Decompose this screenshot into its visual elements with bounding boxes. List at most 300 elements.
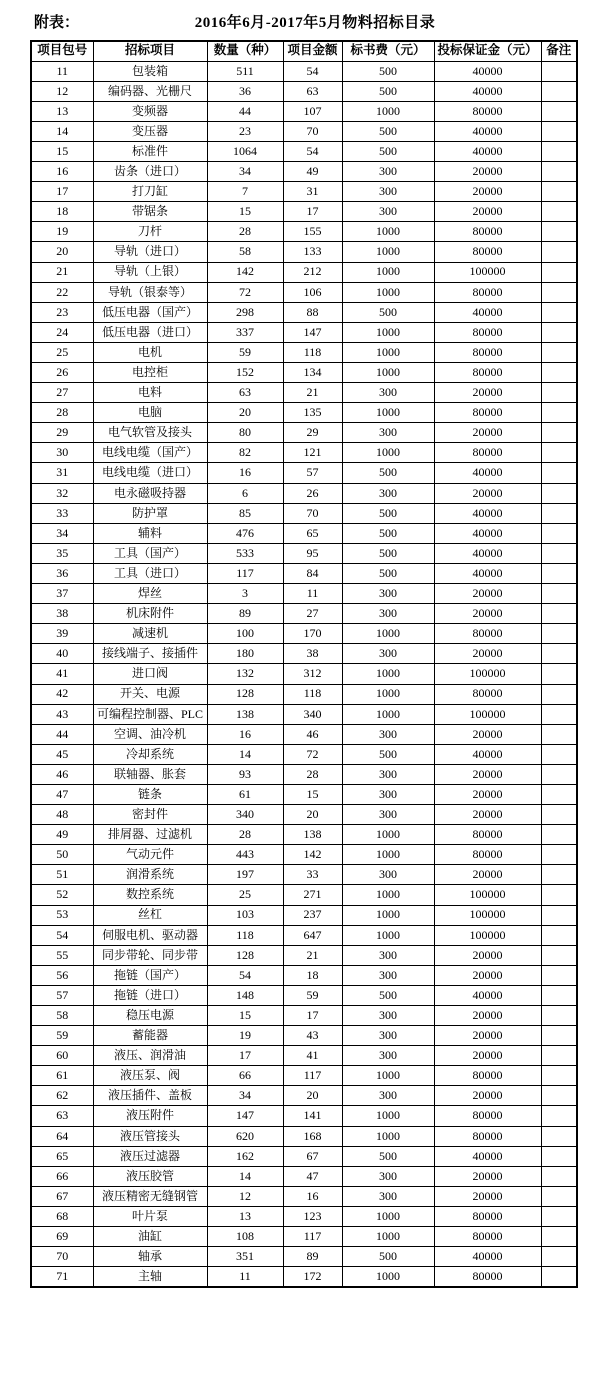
cell-package-no: 22 [31, 282, 93, 302]
cell-deposit: 100000 [434, 905, 541, 925]
cell-quantity: 17 [207, 1046, 283, 1066]
cell-project: 机床附件 [93, 604, 207, 624]
cell-package-no: 60 [31, 1046, 93, 1066]
table-row [31, 1006, 577, 1026]
cell-amount: 138 [283, 825, 342, 845]
cell-remark [541, 423, 577, 443]
cell-project: 工具（国产） [93, 543, 207, 563]
cell-remark [541, 1247, 577, 1267]
cell-project: 电脑 [93, 403, 207, 423]
cell-package-no: 29 [31, 423, 93, 443]
cell-quantity: 36 [207, 81, 283, 101]
cell-remark [541, 121, 577, 141]
table-row [31, 503, 577, 523]
cell-quantity: 147 [207, 1106, 283, 1126]
cell-package-no: 64 [31, 1126, 93, 1146]
cell-package-no: 44 [31, 724, 93, 744]
cell-deposit: 40000 [434, 61, 541, 81]
cell-quantity: 162 [207, 1146, 283, 1166]
cell-package-no: 59 [31, 1026, 93, 1046]
cell-deposit: 20000 [434, 865, 541, 885]
cell-project: 编码器、光栅尺 [93, 81, 207, 101]
cell-remark [541, 1046, 577, 1066]
cell-remark [541, 383, 577, 403]
cell-remark [541, 805, 577, 825]
cell-deposit: 80000 [434, 363, 541, 383]
cell-remark [541, 162, 577, 182]
cell-deposit: 20000 [434, 784, 541, 804]
cell-quantity: 180 [207, 644, 283, 664]
cell-amount: 59 [283, 985, 342, 1005]
cell-remark [541, 1146, 577, 1166]
cell-package-no: 11 [31, 61, 93, 81]
cell-quantity: 63 [207, 383, 283, 403]
cell-doc-fee: 1000 [342, 1126, 434, 1146]
table-row [31, 865, 577, 885]
cell-deposit: 80000 [434, 1106, 541, 1126]
cell-package-no: 13 [31, 101, 93, 121]
table-row [31, 101, 577, 121]
cell-amount: 26 [283, 483, 342, 503]
cell-deposit: 40000 [434, 744, 541, 764]
cell-doc-fee: 500 [342, 744, 434, 764]
cell-project: 丝杠 [93, 905, 207, 925]
table-row [31, 1086, 577, 1106]
cell-doc-fee: 1000 [342, 624, 434, 644]
cell-deposit: 40000 [434, 302, 541, 322]
cell-amount: 117 [283, 1066, 342, 1086]
cell-remark [541, 523, 577, 543]
cell-doc-fee: 500 [342, 563, 434, 583]
cell-amount: 29 [283, 423, 342, 443]
cell-quantity: 34 [207, 162, 283, 182]
cell-package-no: 70 [31, 1247, 93, 1267]
table-row [31, 242, 577, 262]
cell-package-no: 46 [31, 764, 93, 784]
cell-package-no: 41 [31, 664, 93, 684]
cell-package-no: 69 [31, 1227, 93, 1247]
cell-remark [541, 182, 577, 202]
cell-remark [541, 342, 577, 362]
table-row [31, 1166, 577, 1186]
cell-deposit: 80000 [434, 1066, 541, 1086]
cell-doc-fee: 1000 [342, 684, 434, 704]
cell-amount: 11 [283, 584, 342, 604]
cell-amount: 312 [283, 664, 342, 684]
cell-amount: 117 [283, 1227, 342, 1247]
cell-doc-fee: 300 [342, 182, 434, 202]
cell-doc-fee: 300 [342, 162, 434, 182]
cell-deposit: 100000 [434, 885, 541, 905]
table-row [31, 463, 577, 483]
cell-deposit: 80000 [434, 342, 541, 362]
cell-package-no: 42 [31, 684, 93, 704]
cell-amount: 67 [283, 1146, 342, 1166]
cell-project: 进口阀 [93, 664, 207, 684]
cell-quantity: 533 [207, 543, 283, 563]
cell-amount: 142 [283, 845, 342, 865]
cell-deposit: 40000 [434, 121, 541, 141]
table-row [31, 543, 577, 563]
cell-quantity: 16 [207, 724, 283, 744]
cell-amount: 70 [283, 121, 342, 141]
cell-doc-fee: 300 [342, 584, 434, 604]
cell-amount: 16 [283, 1186, 342, 1206]
cell-amount: 63 [283, 81, 342, 101]
cell-project: 密封件 [93, 805, 207, 825]
cell-amount: 17 [283, 1006, 342, 1026]
cell-deposit: 40000 [434, 985, 541, 1005]
cell-project: 液压、润滑油 [93, 1046, 207, 1066]
cell-project: 叶片泵 [93, 1206, 207, 1226]
cell-amount: 647 [283, 925, 342, 945]
cell-doc-fee: 300 [342, 1006, 434, 1026]
table-row [31, 945, 577, 965]
cell-doc-fee: 1000 [342, 704, 434, 724]
cell-package-no: 47 [31, 784, 93, 804]
cell-package-no: 63 [31, 1106, 93, 1126]
cell-project: 液压泵、阀 [93, 1066, 207, 1086]
cell-remark [541, 925, 577, 945]
cell-project: 联轴器、胀套 [93, 764, 207, 784]
cell-project: 电永磁吸持器 [93, 483, 207, 503]
cell-doc-fee: 300 [342, 1166, 434, 1186]
cell-project: 电线电缆（进口） [93, 463, 207, 483]
cell-deposit: 20000 [434, 1186, 541, 1206]
table-row [31, 985, 577, 1005]
cell-doc-fee: 300 [342, 604, 434, 624]
cell-project: 电气软管及接头 [93, 423, 207, 443]
cell-package-no: 45 [31, 744, 93, 764]
cell-doc-fee: 1000 [342, 925, 434, 945]
cell-package-no: 68 [31, 1206, 93, 1226]
cell-package-no: 34 [31, 523, 93, 543]
cell-project: 减速机 [93, 624, 207, 644]
cell-quantity: 54 [207, 965, 283, 985]
table-row [31, 523, 577, 543]
cell-remark [541, 322, 577, 342]
cell-quantity: 118 [207, 925, 283, 945]
table-row [31, 61, 577, 81]
cell-quantity: 620 [207, 1126, 283, 1146]
cell-deposit: 80000 [434, 101, 541, 121]
cell-project: 液压插件、盖板 [93, 1086, 207, 1106]
cell-package-no: 40 [31, 644, 93, 664]
cell-quantity: 80 [207, 423, 283, 443]
table-row [31, 965, 577, 985]
cell-deposit: 40000 [434, 543, 541, 563]
cell-amount: 123 [283, 1206, 342, 1226]
cell-deposit: 20000 [434, 423, 541, 443]
cell-package-no: 62 [31, 1086, 93, 1106]
cell-remark [541, 61, 577, 81]
cell-doc-fee: 500 [342, 61, 434, 81]
cell-remark [541, 1227, 577, 1247]
cell-amount: 106 [283, 282, 342, 302]
cell-quantity: 443 [207, 845, 283, 865]
table-row [31, 1026, 577, 1046]
cell-deposit: 100000 [434, 704, 541, 724]
cell-amount: 20 [283, 805, 342, 825]
cell-remark [541, 644, 577, 664]
cell-doc-fee: 1000 [342, 1267, 434, 1287]
cell-remark [541, 1006, 577, 1026]
cell-doc-fee: 300 [342, 1026, 434, 1046]
cell-remark [541, 604, 577, 624]
cell-deposit: 80000 [434, 1227, 541, 1247]
cell-deposit: 100000 [434, 664, 541, 684]
cell-doc-fee: 1000 [342, 403, 434, 423]
cell-doc-fee: 1000 [342, 443, 434, 463]
cell-package-no: 51 [31, 865, 93, 885]
cell-deposit: 20000 [434, 584, 541, 604]
cell-package-no: 30 [31, 443, 93, 463]
cell-remark [541, 1186, 577, 1206]
header-remark: 备注 [541, 41, 577, 61]
cell-deposit: 20000 [434, 1046, 541, 1066]
cell-deposit: 80000 [434, 684, 541, 704]
table-row [31, 764, 577, 784]
cell-package-no: 66 [31, 1166, 93, 1186]
cell-quantity: 20 [207, 403, 283, 423]
cell-deposit: 20000 [434, 1166, 541, 1186]
table-row [31, 443, 577, 463]
cell-package-no: 54 [31, 925, 93, 945]
table-row [31, 825, 577, 845]
cell-deposit: 20000 [434, 1026, 541, 1046]
cell-quantity: 197 [207, 865, 283, 885]
cell-package-no: 20 [31, 242, 93, 262]
cell-quantity: 7 [207, 182, 283, 202]
table-row [31, 563, 577, 583]
cell-deposit: 20000 [434, 644, 541, 664]
cell-doc-fee: 1000 [342, 825, 434, 845]
cell-deposit: 80000 [434, 242, 541, 262]
cell-project: 液压过滤器 [93, 1146, 207, 1166]
cell-amount: 43 [283, 1026, 342, 1046]
table-row [31, 403, 577, 423]
document-header [0, 0, 600, 40]
cell-remark [541, 81, 577, 101]
cell-remark [541, 141, 577, 161]
table-row [31, 262, 577, 282]
cell-amount: 28 [283, 764, 342, 784]
table-row [31, 584, 577, 604]
cell-package-no: 16 [31, 162, 93, 182]
cell-deposit: 40000 [434, 1146, 541, 1166]
cell-remark [541, 363, 577, 383]
cell-remark [541, 302, 577, 322]
cell-package-no: 58 [31, 1006, 93, 1026]
cell-doc-fee: 1000 [342, 322, 434, 342]
cell-project: 液压管接头 [93, 1126, 207, 1146]
cell-project: 电线电缆（国产） [93, 443, 207, 463]
table-row [31, 1066, 577, 1086]
cell-deposit: 40000 [434, 523, 541, 543]
cell-amount: 141 [283, 1106, 342, 1126]
cell-project: 轴承 [93, 1247, 207, 1267]
cell-package-no: 23 [31, 302, 93, 322]
cell-amount: 18 [283, 965, 342, 985]
cell-remark [541, 704, 577, 724]
cell-quantity: 108 [207, 1227, 283, 1247]
cell-deposit: 20000 [434, 965, 541, 985]
cell-package-no: 55 [31, 945, 93, 965]
cell-doc-fee: 1000 [342, 101, 434, 121]
table-row [31, 624, 577, 644]
cell-deposit: 20000 [434, 945, 541, 965]
cell-quantity: 89 [207, 604, 283, 624]
cell-deposit: 20000 [434, 1006, 541, 1026]
cell-project: 变频器 [93, 101, 207, 121]
cell-deposit: 80000 [434, 322, 541, 342]
cell-quantity: 19 [207, 1026, 283, 1046]
cell-quantity: 132 [207, 664, 283, 684]
cell-doc-fee: 500 [342, 1146, 434, 1166]
table-row [31, 664, 577, 684]
cell-remark [541, 1126, 577, 1146]
table-row [31, 383, 577, 403]
cell-doc-fee: 300 [342, 865, 434, 885]
cell-doc-fee: 500 [342, 302, 434, 322]
cell-package-no: 24 [31, 322, 93, 342]
cell-package-no: 56 [31, 965, 93, 985]
cell-project: 齿条（进口） [93, 162, 207, 182]
cell-doc-fee: 300 [342, 423, 434, 443]
cell-amount: 107 [283, 101, 342, 121]
cell-remark [541, 885, 577, 905]
cell-amount: 237 [283, 905, 342, 925]
table-row [31, 905, 577, 925]
cell-package-no: 18 [31, 202, 93, 222]
cell-project: 可编程控制器、PLC [93, 704, 207, 724]
table-row [31, 121, 577, 141]
cell-project: 蓄能器 [93, 1026, 207, 1046]
table-row [31, 1247, 577, 1267]
cell-deposit: 40000 [434, 503, 541, 523]
cell-amount: 33 [283, 865, 342, 885]
table-row [31, 363, 577, 383]
cell-deposit: 20000 [434, 805, 541, 825]
cell-quantity: 59 [207, 342, 283, 362]
cell-package-no: 67 [31, 1186, 93, 1206]
cell-deposit: 40000 [434, 141, 541, 161]
cell-quantity: 14 [207, 1166, 283, 1186]
cell-quantity: 11 [207, 1267, 283, 1287]
cell-remark [541, 905, 577, 925]
cell-remark [541, 222, 577, 242]
cell-package-no: 57 [31, 985, 93, 1005]
cell-doc-fee: 500 [342, 121, 434, 141]
header-amount: 项目金额 [283, 41, 342, 61]
cell-doc-fee: 1000 [342, 1106, 434, 1126]
header-doc-fee: 标书费（元） [342, 41, 434, 61]
table-row [31, 302, 577, 322]
cell-package-no: 28 [31, 403, 93, 423]
cell-project: 标准件 [93, 141, 207, 161]
cell-doc-fee: 1000 [342, 1227, 434, 1247]
cell-amount: 20 [283, 1086, 342, 1106]
cell-amount: 212 [283, 262, 342, 282]
table-row [31, 724, 577, 744]
cell-quantity: 85 [207, 503, 283, 523]
cell-project: 排屑器、过滤机 [93, 825, 207, 845]
cell-remark [541, 242, 577, 262]
cell-package-no: 33 [31, 503, 93, 523]
cell-quantity: 152 [207, 363, 283, 383]
cell-quantity: 16 [207, 463, 283, 483]
cell-remark [541, 202, 577, 222]
table-row [31, 845, 577, 865]
cell-quantity: 15 [207, 202, 283, 222]
cell-deposit: 20000 [434, 764, 541, 784]
cell-remark [541, 764, 577, 784]
cell-package-no: 38 [31, 604, 93, 624]
cell-remark [541, 543, 577, 563]
table-row [31, 805, 577, 825]
table-row [31, 141, 577, 161]
table-row [31, 885, 577, 905]
cell-amount: 135 [283, 403, 342, 423]
cell-quantity: 511 [207, 61, 283, 81]
cell-project: 气动元件 [93, 845, 207, 865]
cell-amount: 147 [283, 322, 342, 342]
cell-quantity: 72 [207, 282, 283, 302]
cell-amount: 38 [283, 644, 342, 664]
cell-amount: 57 [283, 463, 342, 483]
cell-deposit: 80000 [434, 1206, 541, 1226]
cell-remark [541, 1106, 577, 1126]
cell-amount: 49 [283, 162, 342, 182]
cell-doc-fee: 500 [342, 1247, 434, 1267]
cell-amount: 54 [283, 61, 342, 81]
cell-doc-fee: 500 [342, 523, 434, 543]
cell-deposit: 80000 [434, 222, 541, 242]
cell-doc-fee: 1000 [342, 1066, 434, 1086]
cell-remark [541, 443, 577, 463]
cell-doc-fee: 500 [342, 81, 434, 101]
cell-doc-fee: 500 [342, 985, 434, 1005]
cell-package-no: 32 [31, 483, 93, 503]
cell-project: 工具（进口） [93, 563, 207, 583]
cell-doc-fee: 1000 [342, 905, 434, 925]
cell-remark [541, 624, 577, 644]
cell-project: 稳压电源 [93, 1006, 207, 1026]
cell-quantity: 351 [207, 1247, 283, 1267]
cell-amount: 271 [283, 885, 342, 905]
cell-package-no: 19 [31, 222, 93, 242]
cell-remark [541, 724, 577, 744]
cell-remark [541, 584, 577, 604]
cell-doc-fee: 300 [342, 764, 434, 784]
cell-remark [541, 1206, 577, 1226]
cell-doc-fee: 1000 [342, 262, 434, 282]
table-row [31, 483, 577, 503]
cell-amount: 340 [283, 704, 342, 724]
cell-project: 防护罩 [93, 503, 207, 523]
cell-package-no: 17 [31, 182, 93, 202]
cell-doc-fee: 300 [342, 945, 434, 965]
cell-package-no: 50 [31, 845, 93, 865]
cell-remark [541, 262, 577, 282]
cell-package-no: 61 [31, 1066, 93, 1086]
cell-quantity: 23 [207, 121, 283, 141]
table-header-row [31, 41, 577, 61]
cell-quantity: 44 [207, 101, 283, 121]
cell-quantity: 12 [207, 1186, 283, 1206]
cell-quantity: 93 [207, 764, 283, 784]
cell-package-no: 49 [31, 825, 93, 845]
